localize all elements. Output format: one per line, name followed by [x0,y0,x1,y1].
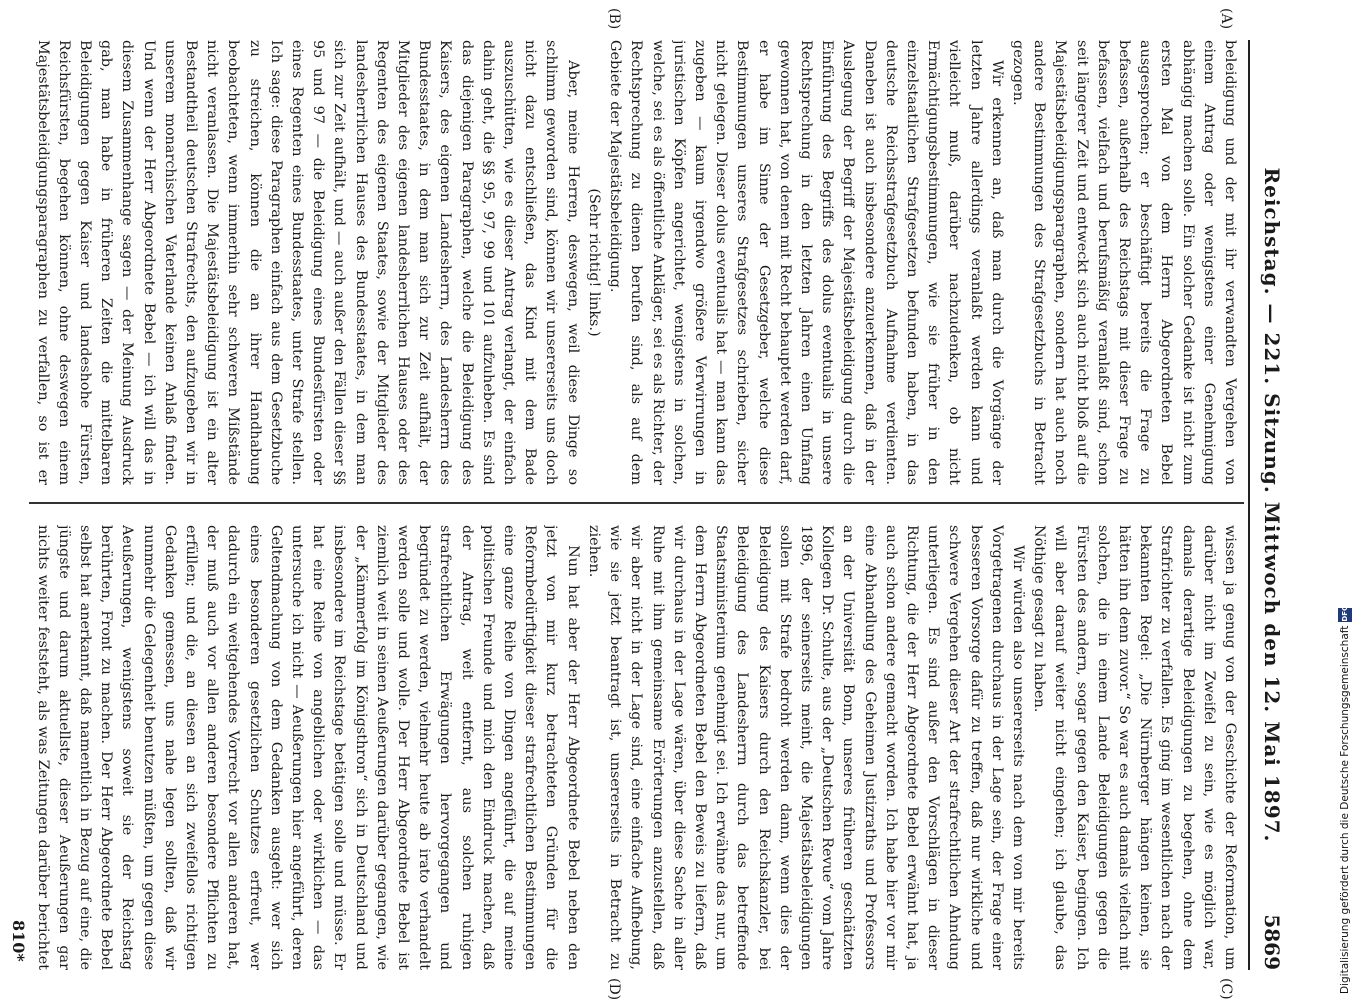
sheet-signature: 810* [9,920,28,962]
paragraph: beleidigung und der mit ihr verwandten Vergehen von einem Antrag oder wenigstens einer Genehmigung abhängig machen solle. Ein solcher Gedanke ist nicht zum ersten Mal von dem Herrn Abgeordneten Bebel ausgesprochen; er beschäftigt bereits die Frage zu befassen, außerhalb des Reichstags mit dieser Frage zu befassen, vielfach und berufsmäßig veranlaßt sind, schon seit längerer Zeit und entweckt sich auch nicht bloß auf die Majestätsbeleidigungsparagraphen, sondern hat auch noch andere Bestimmungen des Strafgesetzbuchs in Betracht gezogen. [1009,40,1238,485]
margin-mark-d: (D) [606,978,622,1000]
running-head-title: Reichstag. — 221. Sitzung. Mittwoch den 12. Mai 1897. [1260,167,1284,843]
margin-mark-c: (C) [1218,978,1234,1000]
margin-mark-b: (B) [606,8,622,30]
paragraph: Aber, meine Herren, deswegen, weil diese Dinge so schlimm geworden sind, können wir unsererseits uns doch nicht dazu entschließen, das Kind mit dem Bade auszuschütten, wie es dieser Antrag verlangt, der einfach dahin geht, die §§ 95, 97, 99 und 101 aufzuheben. Es sind das diejenigen Paragraphen, welche die Beleidigung des Kaisers, des eigenen Landesherrn, des Landesherrn des Bundesstaates, in dem man sich zur Zeit aufhält, der Mitglieder des eigenen landesherrlichen Hauses oder des Regenten des eigenen Staates, sowie der Mitglieder des landesherrlichen Hauses des Bundesstaates, in dem man sich zur Zeit aufhält, und — auch außer den Fällen dieser §§ 95 und 97 — die Beleidigung eines Bundesfürsten oder eines Regenten eines Bundesstaates, unter Strafe stellen. Ich sage: diese Paragraphen einfach aus dem Gesetzbuche zu streichen, können die an ihrer Handhabung beobachteten, wenn immerhin sehr schweren Mißstände nicht veranlassen. Die Majestätsbeleidigung ist ein alter Bestandtheil deutschen Strafrechts, den aufzugeben wir in unserem monarchischen Vaterlande keinen Anlaß finden. Und wenn der Herr Abgeordnete Bebel — ich will das in diesem Zusammenhange sagen — der Meinung Ausdruck gab, man habe in früheren Zeiten die mittelbaren Beleidigungen gegen Kaiser und landeshohe Fürsten, Reichsfürsten, begehen können, ohne deswegen einem Majestätsbeleidigungsparagraphen zu verfallen, so ist er [34,40,581,485]
interjection: (Sehr richtig! links.) [585,188,602,337]
column-divider [29,502,1244,504]
left-column [30,40,1240,485]
paragraph: Wir erkennen an, daß man durch die Vorgänge der letzten Jahre allerdings veranlaßt werden kann und vielleicht muß, darüber nachzudenken, ob nicht Ermächtigungsbestimmungen, wie sie früher in den einzelstaatlichen Strafgesetzen befunden haben, in das deutsche Reichsstrafgesetzbuch Aufnahme verdienten. Daneben ist auch insbesondere anzuerkennen, daß in der Auslegung der Begriff der Majestätsbeleidigung durch die Einführung des Begriffs des dolus eventualis in unsere Rechtsprechung in den letzten Jahren einen Umfang gewonnen hat, von denen mit Recht behauptet werden darf, er habe im Sinne der Gesetzgeber, welche diese Bestimmungen unseres Strafgesetzes schrieben, sicher nicht gelegen. Dieser dolus eventualis hat — man kann das zugeben — kaum irgendwo größere Verwirrungen in juristischen Köpfen angerichtet, wenigstens in solchen, welche, sei es als öffentliche Ankläger, sei es als Richter, der Rechtsprechung zu dienen berufen sind, als auf dem Gebiete der Majestätsbeleidigung. [607,40,1005,485]
credit-text: Digitalisierung gefördert durch die Deutsche Forschungsgemeinschaft [1339,625,1351,994]
right-column [30,525,1240,970]
running-head [1252,40,1286,970]
dfg-logo-icon: DFG [1338,608,1352,622]
digitization-credit [1337,14,1353,994]
paragraph: wissen ja genug von der Geschichte der Reformation, um darüber nicht im Zweifel zu sein, wie es möglich war, damals derartige Beleidigungen zu begehen, ohne dem Strafrichter zu verfallen. Es ging im wesentlichen nach der bekannten Regel: „Die Nürnberger hängen keinen, sie hätten ihn denn zuvor.“ So war es auch damals vielfach mit solchen, die in einem Lande Beleidigungen gegen die Fürsten des andern, sogar gegen den Kaiser, begingen. Ich will aber darauf weiter nicht eingehen; ich glaube, das Nöthige gesagt zu haben. [1031,525,1238,970]
page-number: 5869 [1260,914,1284,970]
paragraph: Wir würden also unsererseits nach dem von mir bereits Vorgetragenen durchaus in der Lage sein, der Frage einer besseren Vorsorge dafür zu treffen, daß nur wirkliche und schwere Vergehen dieser Art der strafrechtlichen Ahndung unterliegen. Es sind außer den Vorschlägen in dieser Richtung, die der Herr Abgeordnete Bebel erwähnt hat, ja auch schon andere gemacht worden. Ich habe hier vor mir eine Abhandlung des Geheimen Justizraths und Professors an der Universität Bonn, unseres früheren geschätzten Kollegen Dr. Schulte, aus der „Deutschen Revue“ vom Jahre 1896, der seinerseits meint, die Majestätsbeleidigungen sollen mit Strafe bedroht werden dann, wenn dies der Beleidigung des Kaisers durch den Reichskanzler, bei Beleidigung des Landesherrn durch das betreffende Staatsministerium genehmigt sei. Ich erwähne das nur, um dem Herrn Abgeordneten Bebel den Beweis zu liefern, daß wir durchaus in der Lage wären, über diese Sache in aller Ruhe mit ihm gemeinsame Erörterungen anzustellen, daß wir aber nicht in der Lage sind, eine einfache Aufhebung, wie sie jetzt beantragt ist, unsererseits in Betracht zu ziehen. [585,525,1026,970]
credit-text-line [1337,14,1353,994]
margin-mark-a: (A) [1218,8,1234,30]
paragraph: Nun hat aber der Herr Abgeordnete Bebel neben den jetzt von mir kurz betrachteten Gründen für die Reformbedürftigkeit dieser strafrechtlichen Bestimmungen eine ganze Reihe von Dingen angeführt, die auf meine politischen Freunde und mich den Eindruck machen, daß der Antrag, weit entfernt, aus solchen ruhigen strafrechtlichen Erwägungen hervorgegangen und begründet zu werden, vielmehr heute ab irato verhandelt werden solle und wolle. Der Herr Abgeordnete Bebel ist ziemlich weit in seinen Aeußerungen darüber gegangen, wie der „Kämmerfolg im Königsthron“ sich in Deutschland und insbesondere im Reichstage betätigen solle und müsse. Er hat eine Reihe von angeblichen oder wirklichen — das untersuche ich nicht — Aeußerungen hier angeführt, deren Geltendmachung von dem Gedanken ausgeht: wer sich eines besonderen gesetzlichen Schutzes erfreut, wer dadurch ein weitgehendes Vorrecht vor allen anderen hat, der muß auch vor allen anderen besondere Pflichten zu erfüllen; und die, an diesen an sich zweifellos richtigen Gedanken gemessen, uns nahe legen sollten, daß wir nunmehr die Gelegenheit benutzen müßten, um gegen diese Aeußerungen, wenigstens soweit sie der Reichstag berührten, Front zu machen. Der Herr Abgeordnete Bebel selbst hat anerkannt, daß namentlich in Bezug auf eine, die jüngste und darum aktuellste, dieser Aeußerungen gar nichts weiter feststeht, als was Zeitungen darüber berichtet [34,525,581,970]
header-rule [1248,40,1250,970]
